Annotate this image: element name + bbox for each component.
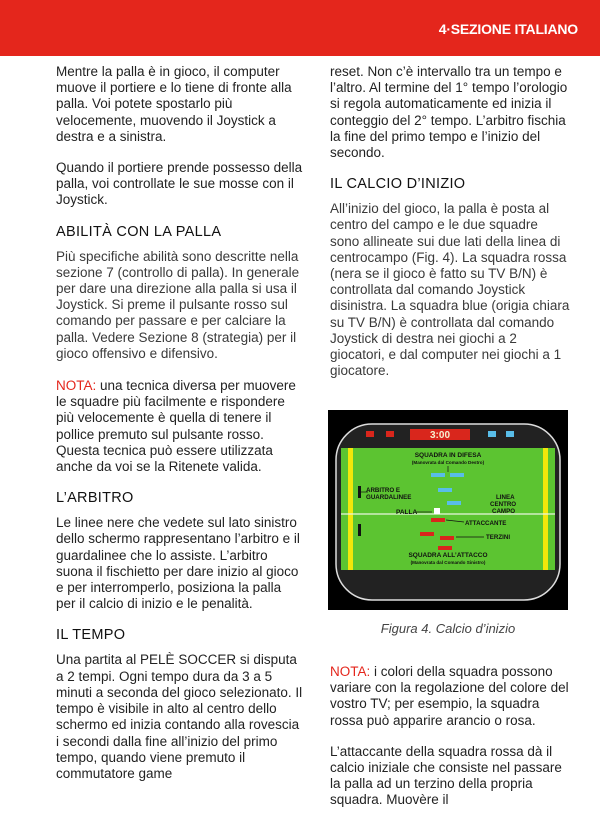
paragraph-kickoff: All’inizio del gioco, la palla è posta al centro del campo e le due squadre sono allineate sui due lati della linea di centrocampo (Fig. 4). La squadra rossa (nera se il gioco è fatto su TV B/N) è controllata dal comando Joystick disinistra. La squadra blue (origia chiara su TV B/N) è controllata dal comando Joystick di destra nei giochi a 2 giocatori, e dal computer nei giochi a 1 giocatore. [330,201,570,379]
note-text: una tecnica diversa per muovere le squadre più facilmente e rispondere più velocemente è quella di tenere il pollice premuto sul pulsante rosso. Questa tecnica può essere utilizzata anche da voi se la Ritenete valida. [56,378,296,475]
section-title: 4·SEZIONE ITALIANO [438,21,578,37]
note-technique [56,378,304,475]
defense-team-subtitle: (Manovrata dal Comando Destro) [411,460,485,465]
blue-team-score-marker-2 [506,431,514,437]
paragraph-attacker-kickoff: L’attaccante della squadra rossa dà il calcio iniziale che consiste nel passare la palla ad un terzino della propria squadra. Muovère il [330,743,562,808]
attack-team-subtitle: (Manovrata dal Comando Sinistro) [410,560,486,565]
blue-player-4 [447,501,461,505]
note-label: NOTA: [56,378,97,394]
red-team-score-marker-2 [386,431,394,437]
midline-label-line2: CENTRO [490,501,517,508]
paragraph-goalkeeper-computer: Mentre la palla è in gioco, il computer muove il portiere e lo tiene di fronte alla palla. Voi potete spostarlo più velocemente, muovendo il Joystick a destra e a sinistra. [56,64,292,144]
red-team-score-marker [366,431,374,437]
paragraph-goalkeeper-control: Quando il portiere prende possesso della palla, voi controllate le sue mosse con il Joystick. [56,160,303,208]
paragraph-reset: reset. Non c’è intervallo tra un tempo e l’altro. Al termine del 1° tempo l’orologio si regola automaticamente ed inizia il conteggio del 2° tempo. L’arbitro fischia la fine del primo tempo e l’inizio del secondo. [330,64,568,161]
note-colors [330,664,570,729]
blue-player-1 [431,473,445,477]
kickoff-diagram [328,410,568,610]
paragraph-referee: Le linee nere che vedete sul lato sinistro dello schermo rappresentano l’arbitro e il guardalinee che lo assiste. L’arbitro suona il fischietto per dare inizio al gioco e per interromperlo, posiziona la palla per il calcio di inizio e le penalità. [56,515,300,612]
red-attacker [431,518,445,522]
referee-marker [358,486,361,498]
figure-caption: Figura 4. Calcio d’inizio [380,621,516,636]
right-goal-line [543,448,548,570]
right-column [330,64,570,379]
linesman-marker [358,524,361,536]
heading-referee: L’ARBITRO [56,490,134,507]
left-column [56,64,304,782]
paragraph-time: Una partita al PELÈ SOCCER si disputa a 2 tempi. Ogni tempo dura da 3 a 5 minuti a seconda del gioco selezionato. Il tempo è visibile in alto al centro dello schermo ed inizia contando alla rovescia i secondi dalla fine all’inizio del primo tempo, quando viene premuto il commutatore game [56,652,303,781]
midline-label-line1: LINEA [496,494,515,501]
ball [434,508,440,514]
referee-label-line2: GUARDALINEE [366,494,412,501]
ball-label: PALLA [396,509,418,516]
red-fullback-1 [420,532,434,536]
heading-kickoff: IL CALCIO D’INIZIO [330,176,466,193]
heading-time: IL TEMPO [56,627,126,644]
paragraph-ball-skills: Più specifiche abilità sono descritte nella sezione 7 (controllo di palla). In generale per dare una direzione alla palla si usa il Joystick. Si preme il pulsante rosso sul comando per passare e per calciare la palla. Vedere Sezione 8 (strategia) per il gioco offensivo e difensivo. [56,248,300,361]
clock-readout: 3:00 [429,430,451,441]
blue-team-score-marker [488,431,496,437]
right-column-bottom [330,664,570,809]
midline-label-line3: CAMPO [492,508,516,515]
note-colors-label: NOTA: [330,664,371,679]
note-colors-text: i colori della squadra possono variare con la regolazione del colore del vostro TV; per esempio, la squadra rossa può apparire arancio o rosa. [330,664,569,728]
heading-ball-skills: ABILITÀ CON LA PALLA [56,223,222,240]
red-goalkeeper [438,546,452,550]
referee-label-line1: ARBITRO E [366,487,401,494]
attack-team-title: SQUADRA ALL’ATTACCO [408,552,488,559]
blue-player-2 [450,473,464,477]
fullback-label: TERZINI [486,534,511,541]
attacker-label: ATTACCANTE [465,520,507,527]
left-goal-line [348,448,353,570]
red-fullback-2 [440,536,454,540]
defense-team-title: SQUADRA IN DIFESA [414,452,482,459]
figure-kickoff-screen [328,410,568,610]
blue-player-3 [438,488,452,492]
section-header-bar [0,0,600,56]
